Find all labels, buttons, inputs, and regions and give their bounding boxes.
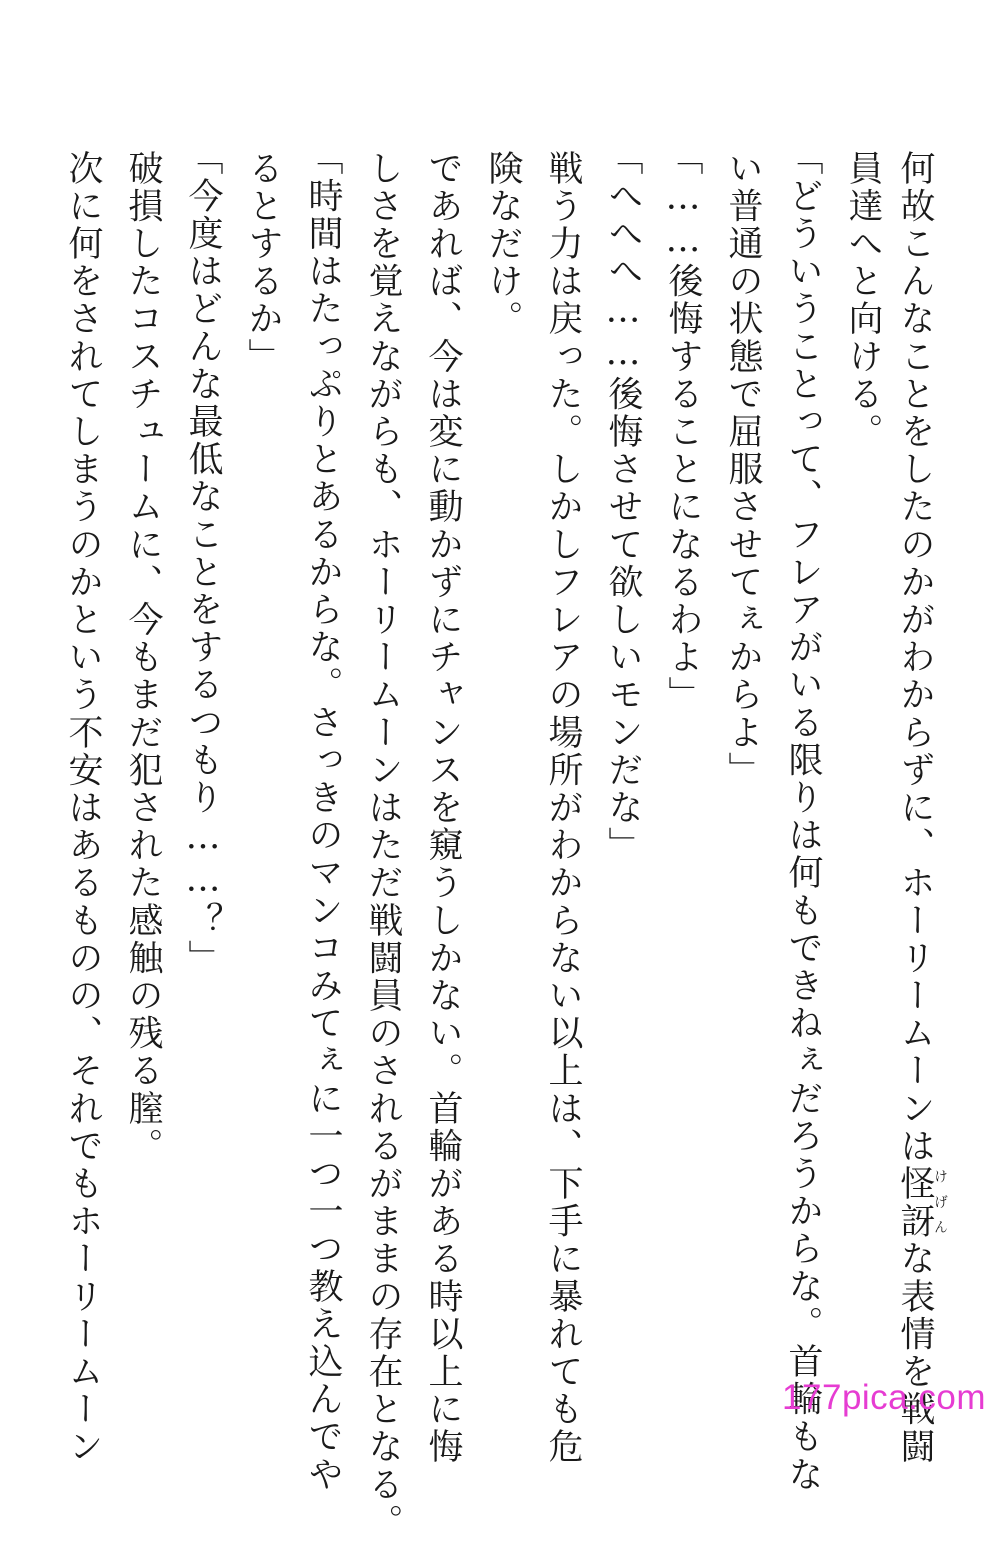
- text-column-2: 員達へと向ける。: [843, 150, 883, 451]
- text-column-13: 「今度はどんな最低なことをするつもり……？」: [183, 140, 223, 978]
- text-column-14: 破損したコスチュームに、今もまだ犯された感触の残る膣。: [123, 150, 163, 1166]
- text-column-10: しさを覚えながらも、ホーリームーンはただ戦闘員のされるがままの存在となる。: [363, 150, 403, 1541]
- text-column-12: るとするか」: [243, 150, 283, 376]
- text-column-5: 「……後悔することになるわよ」: [663, 140, 703, 714]
- text-column-8: 険なだけ。: [483, 150, 523, 338]
- text-column-9: であれば、今は変に動かずにチャンスを窺うしかない。首輪がある時以上に悔: [423, 150, 463, 1466]
- text-column-11: 「時間はたっぷりとあるからな。さっきのマンコみてぇに一つ一つ教え込んでや: [303, 140, 343, 1494]
- site-watermark: 177pica.com: [782, 1378, 986, 1417]
- text-column-3: 「どういうことって、フレアがいる限りは何もできねぇだろうからな。首輪もな: [783, 140, 823, 1494]
- text-column-1: 何故こんなことをしたのかがわからずに、ホーリームーンは怪訝けげんな表情を戦闘: [895, 150, 948, 1467]
- text-column-15: 次に何をされてしまうのかという不安はあるものの、それでもホーリームーン: [63, 150, 103, 1466]
- text-column-6: 「へへへ……後悔させて欲しいモンだな」: [603, 140, 643, 865]
- ruby-annotation: 怪訝けげん: [895, 1165, 948, 1241]
- text-column-4: い普通の状態で屈服させてぇからよ」: [723, 150, 763, 790]
- ruby-reading: けげん: [932, 1165, 948, 1241]
- text-column-7: 戦う力は戻った。しかしフレアの場所がわからない以上は、下手に暴れても危: [543, 150, 583, 1466]
